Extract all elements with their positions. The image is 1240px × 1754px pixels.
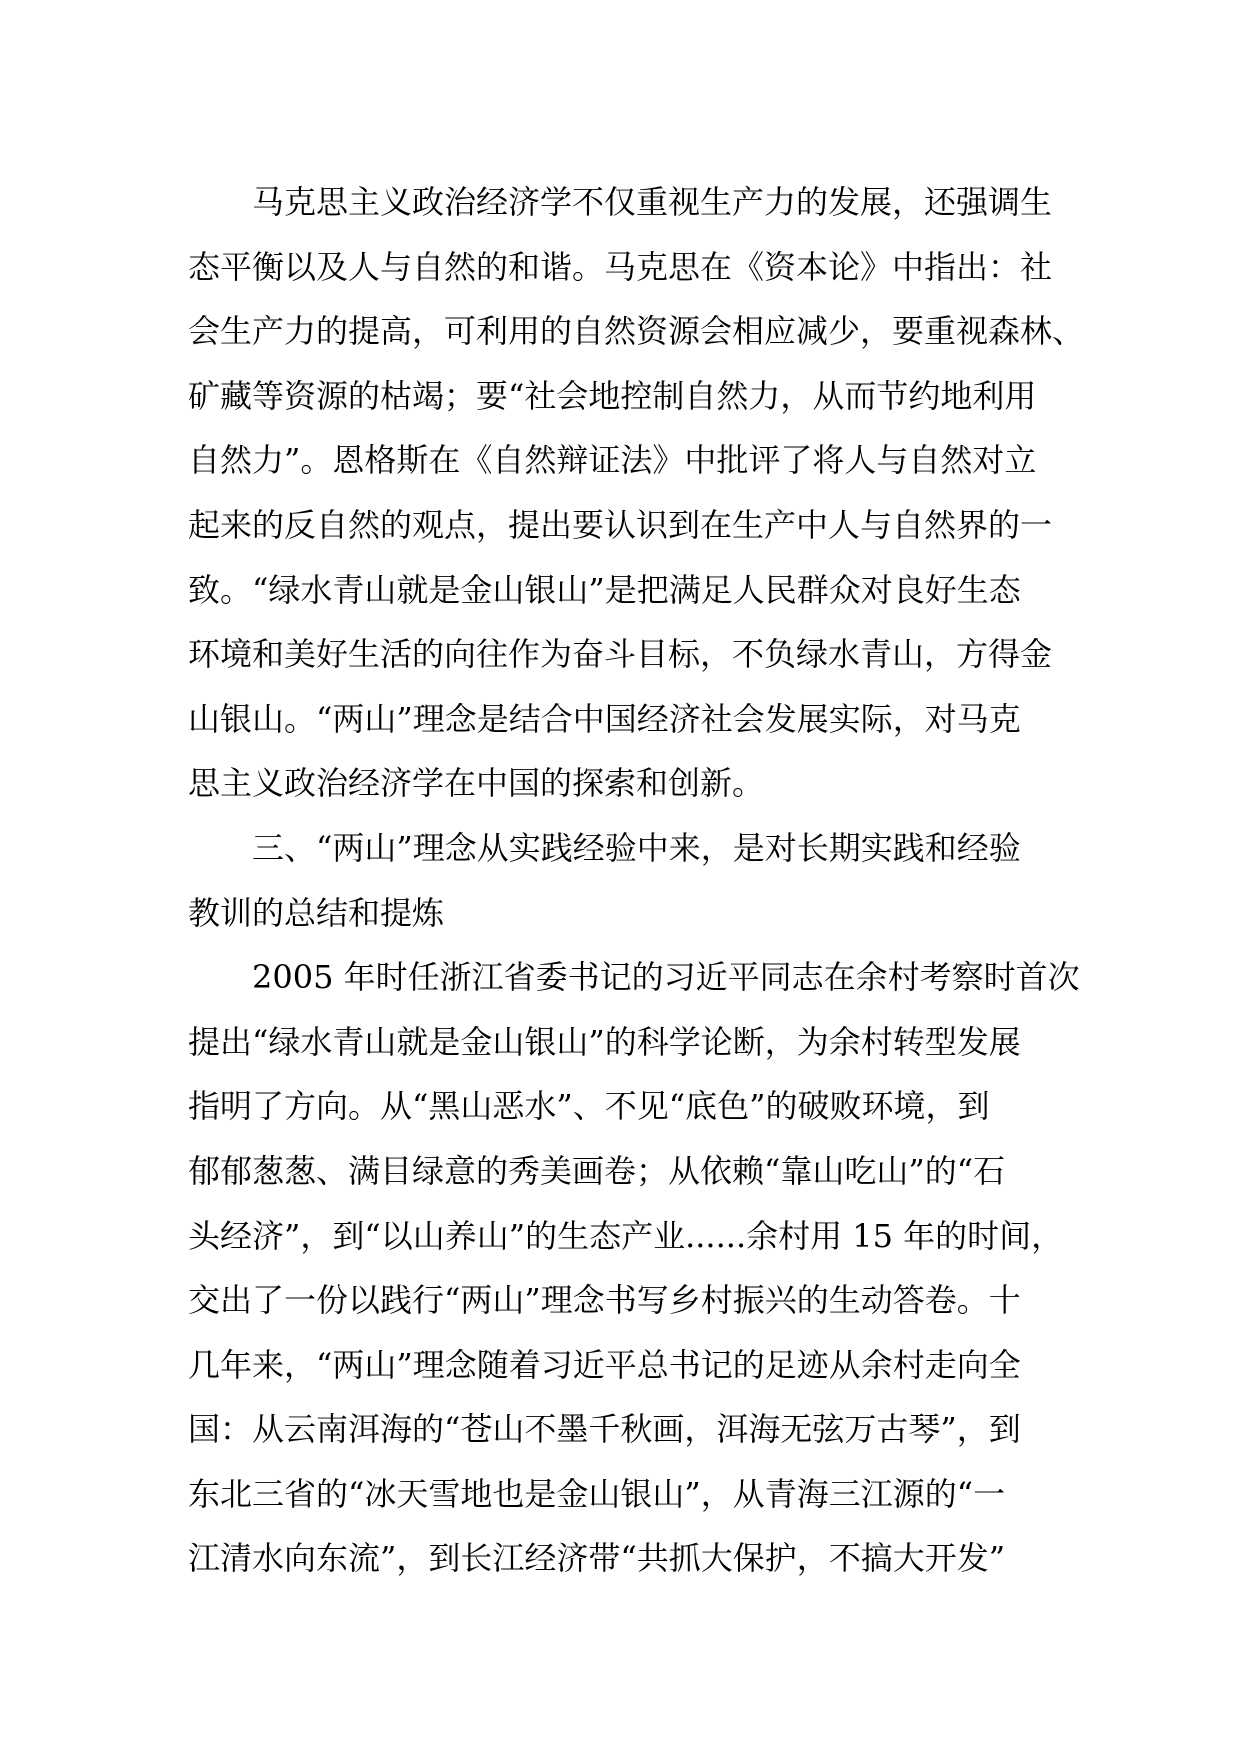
- paragraph-line: 国：从云南洱海的“苍山不墨千秋画，洱海无弦万古琴”，到: [188, 1410, 1021, 1449]
- paragraph-line: 东北三省的“冰天雪地也是金山银山”，从青海三江源的“一: [188, 1474, 1006, 1513]
- paragraph-line: 致。“绿水青山就是金山银山”是把满足人民群众对良好生态: [188, 570, 1021, 609]
- paragraph-line: 山银山。“两山”理念是结合中国经济社会发展实际，对马克: [188, 699, 1021, 738]
- body-text: [188, 170, 1085, 1591]
- paragraph-line: 2005 年时任浙江省委书记的习近平同志在余村考察时首次: [252, 958, 1080, 997]
- paragraph-line: 思主义政治经济学在中国的探索和创新。: [188, 764, 765, 803]
- paragraph-line: 几年来，“两山”理念随着习近平总书记的足迹从余村走向全: [188, 1345, 1021, 1384]
- paragraph-line: 头经济”，到“以山养山”的生态产业......余村用 15 年的时间，: [188, 1216, 1064, 1255]
- paragraph-line: 交出了一份以践行“两山”理念书写乡村振兴的生动答卷。十: [188, 1281, 1021, 1320]
- paragraph-line: 自然力”。恩格斯在《自然辩证法》中批评了将人与自然对立: [188, 441, 1037, 480]
- paragraph-line: 环境和美好生活的向往作为奋斗目标，不负绿水青山，方得金: [188, 635, 1053, 674]
- paragraph-line: 马克思主义政治经济学不仅重视生产力的发展，还强调生: [252, 183, 1053, 221]
- paragraph-line: 郁郁葱葱、满目绿意的秀美画卷；从依赖“靠山吃山”的“石: [188, 1151, 1006, 1190]
- paragraph-line: 提出“绿水青山就是金山银山”的科学论断，为余村转型发展: [188, 1022, 1021, 1061]
- paragraph-line: 江清水向东流”，到长江经济带“共抓大保护，不搞大开发”: [188, 1539, 1006, 1578]
- section-heading-line: 三、“两山”理念从实践经验中来，是对长期实践和经验: [252, 828, 1021, 867]
- paragraph-line: 矿藏等资源的枯竭；要“社会地控制自然力，从而节约地利用: [188, 376, 1037, 415]
- section-heading-line: 教训的总结和提炼: [188, 893, 445, 932]
- paragraph-line: 起来的反自然的观点，提出要认识到在生产中人与自然界的一: [188, 505, 1053, 544]
- paragraph-line: 指明了方向。从“黑山恶水”、不见“底色”的破败环境，到: [188, 1087, 990, 1126]
- paragraph-line: 态平衡以及人与自然的和谐。马克思在《资本论》中指出：社: [188, 247, 1053, 286]
- paragraph-line: 会生产力的提高，可利用的自然资源会相应减少，要重视森林、: [188, 312, 1085, 351]
